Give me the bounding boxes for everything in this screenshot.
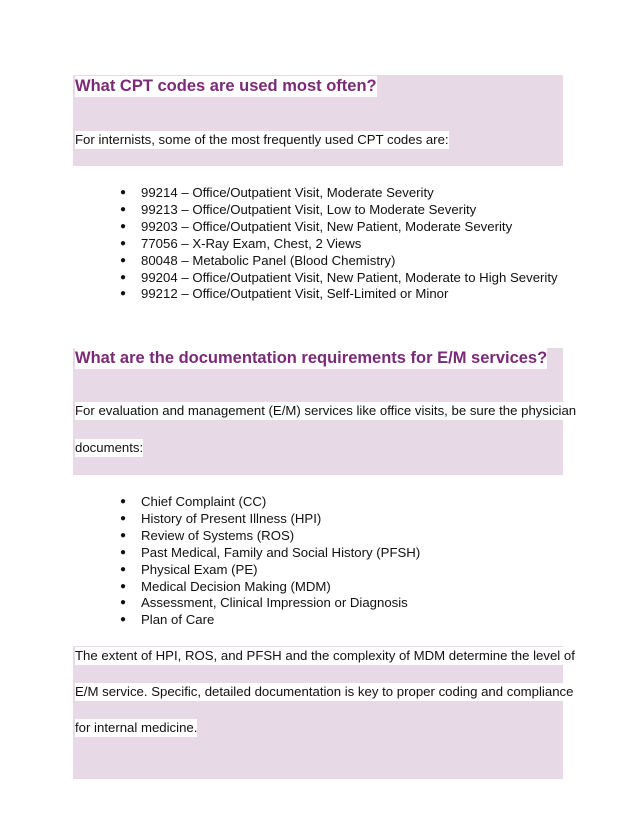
closing-line: The extent of HPI, ROS, and PFSH and the complexity of MDM determine the level of <box>75 648 575 663</box>
closing-line: E/M service. Specific, detailed documentation is key to proper coding and compliance <box>75 684 574 699</box>
list-item: ● History of Present Illness (HPI) <box>120 511 420 528</box>
cpt-code-list <box>120 185 558 303</box>
list-item: ● Physical Exam (PE) <box>120 562 420 579</box>
list-item: ● Chief Complaint (CC) <box>120 494 420 511</box>
list-item: ● 80048 – Metabolic Panel (Blood Chemistry) <box>120 253 558 270</box>
documentation-requirements-list <box>120 494 420 629</box>
list-item: ● Past Medical, Family and Social History (PFSH) <box>120 545 420 562</box>
closing-line: for internal medicine. <box>75 720 198 735</box>
list-item: ● Medical Decision Making (MDM) <box>120 579 420 596</box>
list-item: ● 99203 – Office/Outpatient Visit, New Patient, Moderate Severity <box>120 219 558 236</box>
list-item: ● 99212 – Office/Outpatient Visit, Self-Limited or Minor <box>120 286 558 303</box>
list-item: ● Review of Systems (ROS) <box>120 528 420 545</box>
closing-highlight <box>73 646 563 779</box>
list-item: ● Assessment, Clinical Impression or Diagnosis <box>120 595 420 612</box>
section1-heading: What CPT codes are used most often? <box>75 77 377 95</box>
section2-intro-line: For evaluation and management (E/M) services like office visits, be sure the physician <box>75 403 577 418</box>
section1-intro: For internists, some of the most frequently used CPT codes are: <box>75 132 449 147</box>
list-item: ● Plan of Care <box>120 612 420 629</box>
list-item: ● 99213 – Office/Outpatient Visit, Low to Moderate Severity <box>120 202 558 219</box>
list-item: ● 99204 – Office/Outpatient Visit, New Patient, Moderate to High Severity <box>120 270 558 287</box>
list-item: ● 77056 – X-Ray Exam, Chest, 2 Views <box>120 236 558 253</box>
section2-heading: What are the documentation requirements for E/M services? <box>75 349 548 367</box>
list-item: ● 99214 – Office/Outpatient Visit, Moderate Severity <box>120 185 558 202</box>
section2-intro-line: documents: <box>75 440 144 455</box>
